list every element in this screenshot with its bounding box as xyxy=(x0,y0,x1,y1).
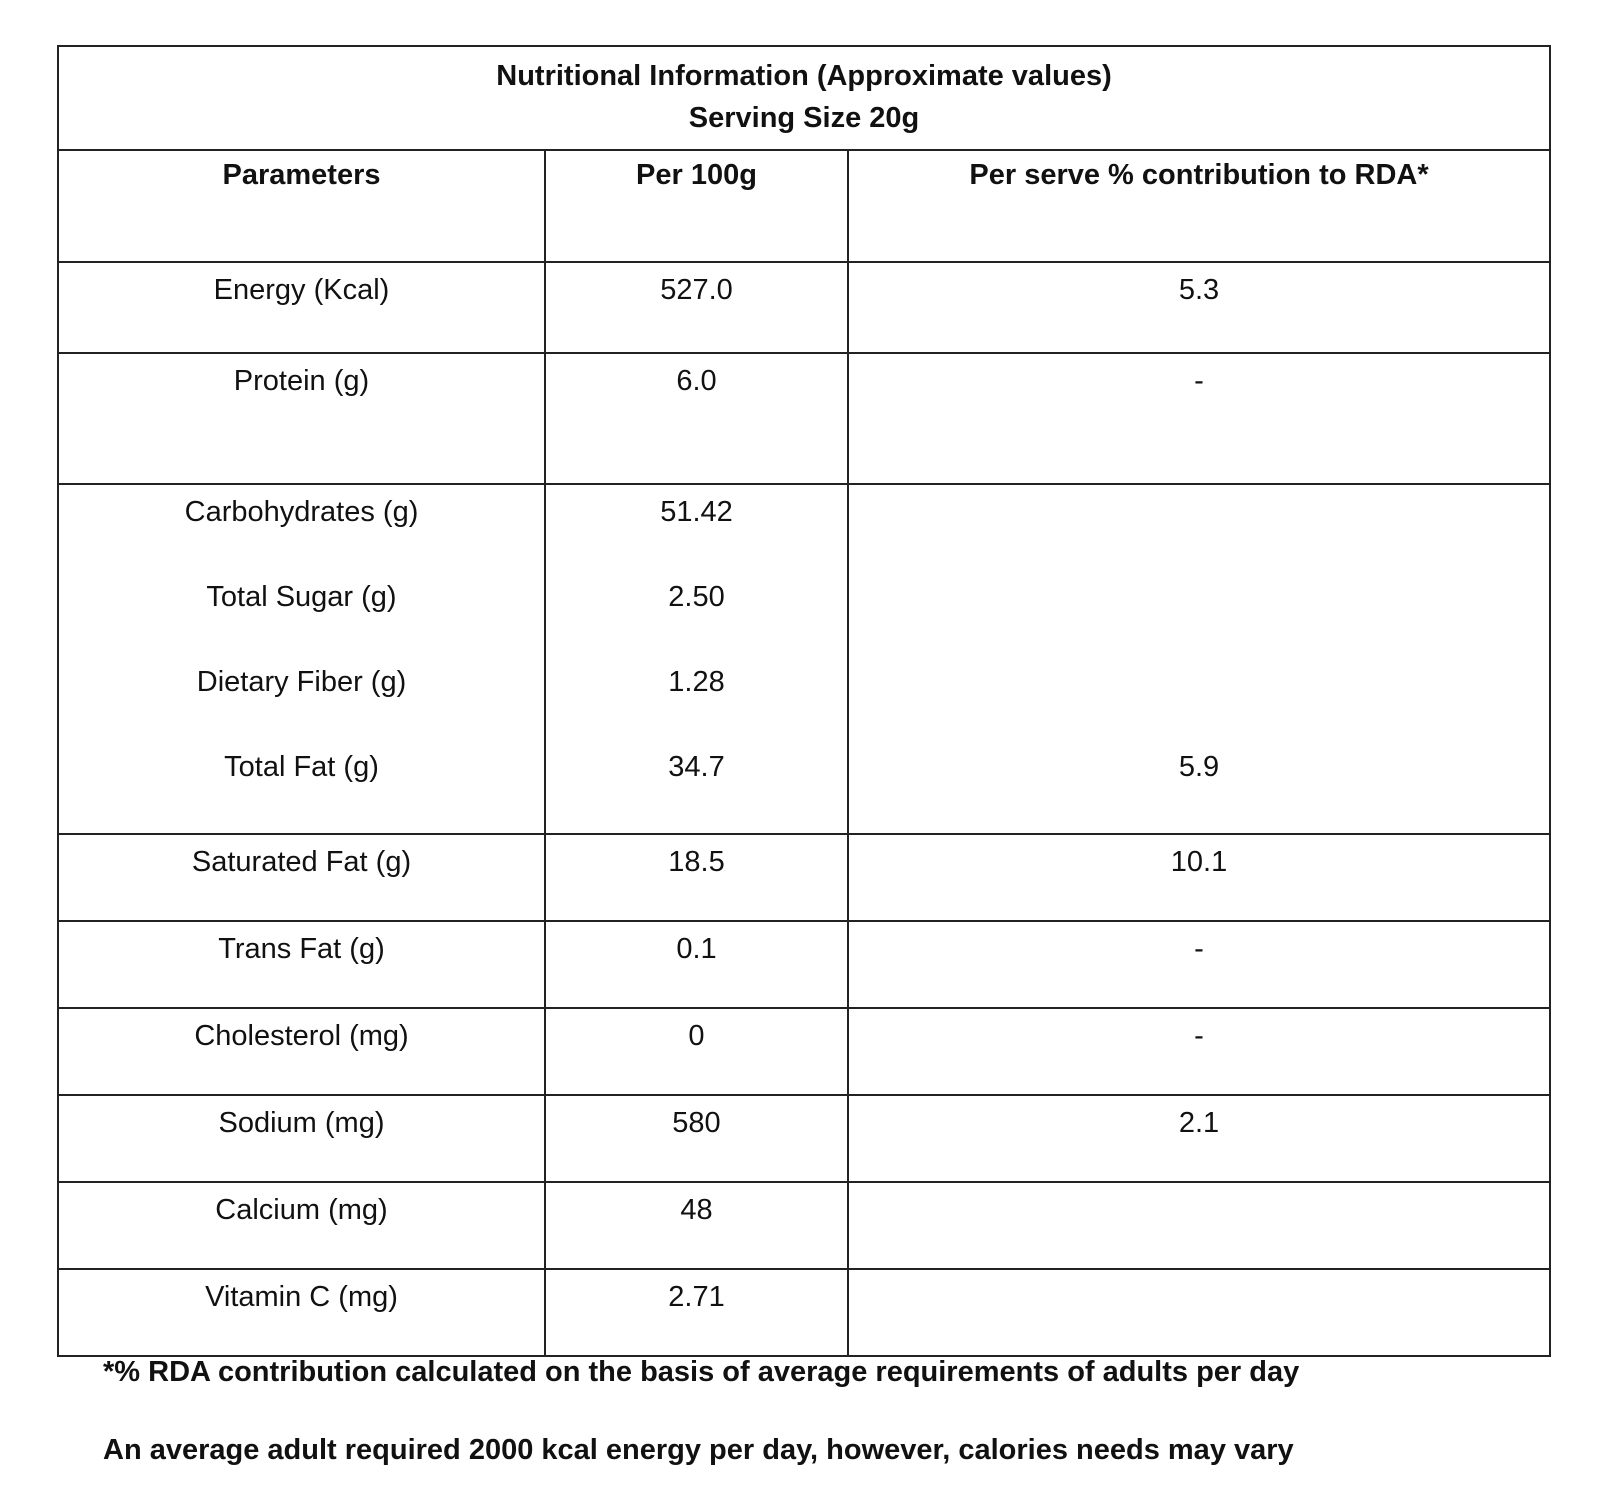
table-row-cholesterol xyxy=(58,1008,1550,1095)
rda-cell xyxy=(848,484,1550,834)
column-header-row xyxy=(58,150,1550,262)
column-header-per-100g: Per 100g xyxy=(545,150,848,262)
rda-cell: 5.3 xyxy=(848,262,1550,353)
table-title xyxy=(58,46,1550,150)
value-carbohydrates: 51.42 xyxy=(660,496,733,528)
title-row xyxy=(58,46,1550,150)
rda-cell xyxy=(848,1269,1550,1356)
rda-total-sugar xyxy=(849,578,1549,663)
rda-carbohydrates xyxy=(849,493,1549,578)
nutrition-table xyxy=(57,45,1551,1357)
param-cell: Protein (g) xyxy=(58,353,545,484)
param-dietary-fiber: Dietary Fiber (g) xyxy=(196,666,407,698)
table-row-trans-fat xyxy=(58,921,1550,1008)
column-header-parameters: Parameters xyxy=(58,150,545,262)
param-cell xyxy=(58,484,545,834)
param-carbohydrates: Carbohydrates (g) xyxy=(184,496,419,528)
param-cell: Saturated Fat (g) xyxy=(58,834,545,921)
table-row-carbs-fat-group xyxy=(58,484,1550,834)
param-total-fat: Total Fat (g) xyxy=(224,751,379,783)
rda-cell: - xyxy=(848,1008,1550,1095)
per100g-cell: 18.5 xyxy=(545,834,848,921)
rda-footnote: *% RDA contribution calculated on the basis of average requirements of adults per day xyxy=(103,1356,1300,1388)
per100g-cell: 580 xyxy=(545,1095,848,1182)
table-row-saturated-fat xyxy=(58,834,1550,921)
per100g-cell: 0 xyxy=(545,1008,848,1095)
rda-cell: 10.1 xyxy=(848,834,1550,921)
per100g-cell: 6.0 xyxy=(545,353,848,484)
value-total-sugar: 2.50 xyxy=(668,581,725,613)
table-row-vitamin-c xyxy=(58,1269,1550,1356)
per100g-cell: 48 xyxy=(545,1182,848,1269)
rda-cell: 2.1 xyxy=(848,1095,1550,1182)
table-row-calcium xyxy=(58,1182,1550,1269)
table-row-energy xyxy=(58,262,1550,353)
per100g-cell xyxy=(545,484,848,834)
per100g-cell: 527.0 xyxy=(545,262,848,353)
value-dietary-fiber: 1.28 xyxy=(668,666,725,698)
title-line-1: Nutritional Information (Approximate values) xyxy=(496,60,1112,92)
energy-footnote: An average adult required 2000 kcal energy per day, however, calories needs may vary xyxy=(103,1434,1294,1466)
serving-size: Serving Size 20g xyxy=(688,102,920,134)
param-total-sugar: Total Sugar (g) xyxy=(206,581,397,613)
table-row-protein xyxy=(58,353,1550,484)
column-header-rda: Per serve % contribution to RDA* xyxy=(848,150,1550,262)
rda-cell: - xyxy=(848,353,1550,484)
param-cell: Sodium (mg) xyxy=(58,1095,545,1182)
per100g-cell: 2.71 xyxy=(545,1269,848,1356)
value-total-fat: 34.7 xyxy=(668,751,725,783)
param-cell: Energy (Kcal) xyxy=(58,262,545,353)
param-cell: Vitamin C (mg) xyxy=(58,1269,545,1356)
table-row-sodium xyxy=(58,1095,1550,1182)
param-cell: Calcium (mg) xyxy=(58,1182,545,1269)
rda-total-fat: 5.9 xyxy=(1178,751,1220,783)
rda-cell xyxy=(848,1182,1550,1269)
param-cell: Cholesterol (mg) xyxy=(58,1008,545,1095)
param-cell: Trans Fat (g) xyxy=(58,921,545,1008)
per100g-cell: 0.1 xyxy=(545,921,848,1008)
rda-dietary-fiber xyxy=(849,663,1549,748)
rda-cell: - xyxy=(848,921,1550,1008)
